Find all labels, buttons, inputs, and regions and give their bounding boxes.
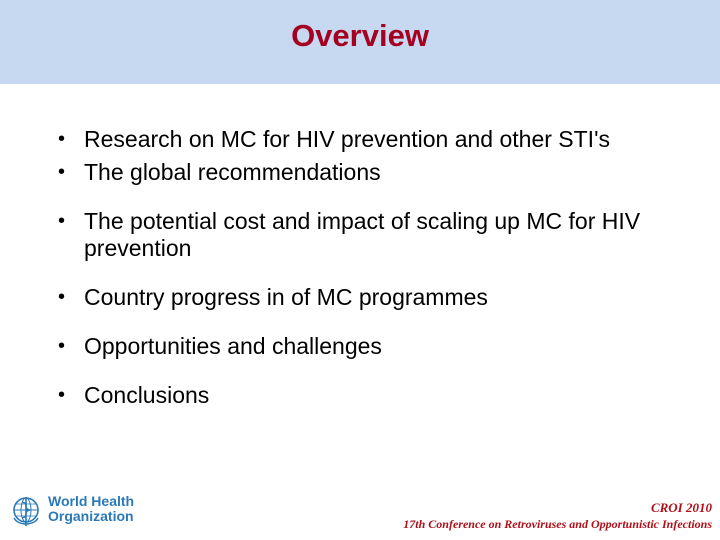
bullet-text: The potential cost and impact of scaling up MC for HIV prevention [84, 208, 641, 261]
bullet-text: The global recommendations [84, 159, 381, 185]
bullet-dot-icon: • [58, 161, 66, 183]
bullet-text: Country progress in of MC programmes [84, 284, 488, 310]
bullet-dot-icon: • [58, 210, 66, 232]
bullet-item [58, 159, 678, 186]
who-emblem-icon [8, 494, 44, 530]
conference-credit [403, 499, 712, 533]
bullet-dot-icon: • [58, 335, 66, 357]
bullet-dot-icon: • [58, 128, 66, 150]
bullet-item [58, 284, 678, 311]
bullet-item [58, 382, 678, 409]
bullet-text: Opportunities and challenges [84, 333, 382, 359]
conference-short-name: CROI 2010 [650, 500, 712, 515]
bullet-item [58, 333, 678, 360]
conference-full-name: 17th Conference on Retroviruses and Opportunistic Infections [403, 517, 712, 531]
bullet-dot-icon: • [58, 286, 66, 308]
bullet-item [58, 208, 678, 262]
bullet-item [58, 126, 678, 153]
bullet-dot-icon: • [58, 384, 66, 406]
bullet-text: Research on MC for HIV prevention and other STI's [84, 126, 610, 152]
slide-title: Overview [291, 18, 429, 53]
who-name-line1: World Health [48, 493, 135, 509]
who-name-line2: Organization [48, 508, 134, 524]
bullet-text: Conclusions [84, 382, 210, 408]
who-wordmark [48, 494, 134, 524]
bullet-list [58, 126, 678, 409]
who-logo [8, 492, 208, 532]
